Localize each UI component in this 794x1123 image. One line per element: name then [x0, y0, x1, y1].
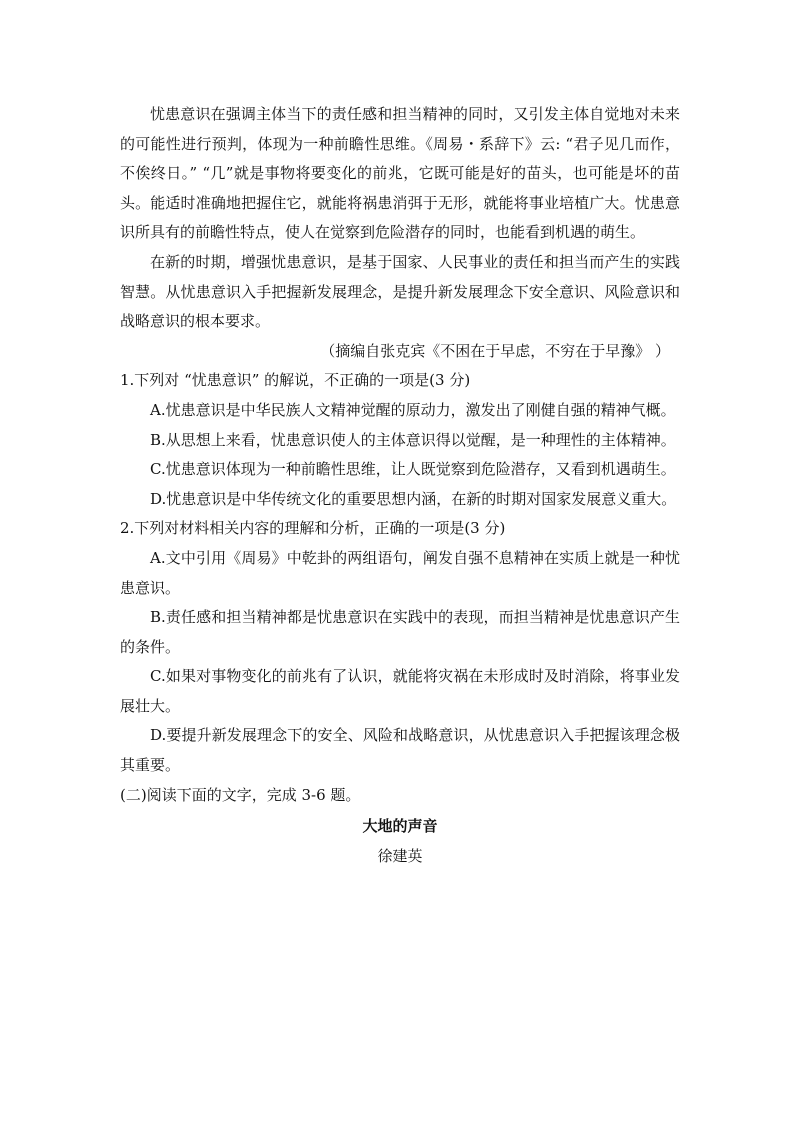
article-title: 大地的声音: [362, 817, 438, 836]
article-author: 徐建英: [377, 846, 423, 865]
question-2-option-b: B.责任感和担当精神都是忧患意识在实践中的表现，而担当精神是忧患意识产生的条件。: [120, 608, 680, 656]
question-2-option-a: A.文中引用《周易》中乾卦的两组语句，阐发自强不息精神在实质上就是一种忧患意识。: [120, 548, 680, 597]
question-2-stem: 2.下列对材料相关内容的理解和分析，正确的一项是(3 分): [120, 519, 506, 538]
question-1-option-c: C.忧患意识体现为一种前瞻性思维，让人既觉察到危险潜存，又看到机遇萌生。: [150, 460, 676, 479]
question-2-option-c: C.如果对事物变化的前兆有了认识，就能将灾祸在未形成时及时消除，将事业发展壮大。: [120, 667, 680, 715]
question-2-option-d: D.要提升新发展理念下的安全、风险和战略意识，从忧患意识入手把握该理念极其重要。: [120, 726, 680, 775]
question-1-stem: 1.下列对 “忧患意识” 的解说，不正确的一项是(3 分): [120, 371, 471, 390]
document-page: [120, 100, 680, 871]
question-1-option-b: B.从思想上来看，忧患意识使人的主体意识得以觉醒，是一种理性的主体精神。: [150, 430, 676, 449]
passage-paragraph-2: 在新的时期，增强忧患意识，是基于国家、人民事业的责任和担当而产生的实践智慧。从忧患意识入手把握新发展理念，是提升新发展理念下安全意识、风险意识和战略意识的根本要求。: [120, 252, 680, 331]
section-heading: (二)阅读下面的文字，完成 3-6 题。: [120, 785, 361, 804]
passage-source: （摘编自张克宾《不困在于早虑，不穷在于早豫》 ）: [320, 341, 670, 360]
passage-paragraph-1: 忧患意识在强调主体当下的责任感和担当精神的同时，又引发主体自觉地对未来的可能性进行预判，体现为一种前瞻性思维。《周易・系辞下》云: “君子见几而作，不俟终日。” “几”就是事物将要变化的前兆，它既可能是好的苗头，也可能是坏的苗头。能适时准确地把握住它，就能将祸患消弭于无形，就能将事业培植广大。忧患意识所具有的前瞻性特点，使人在觉察到危险潜存的同时，也能看到机遇的萌生。: [120, 105, 680, 242]
question-1-option-a: A.忧患意识是中华民族人文精神觉醒的原动力，激发出了刚健自强的精神气概。: [150, 400, 676, 419]
question-1-option-d: D.忧患意识是中华传统文化的重要思想内涵，在新的时期对国家发展意义重大。: [150, 489, 677, 508]
